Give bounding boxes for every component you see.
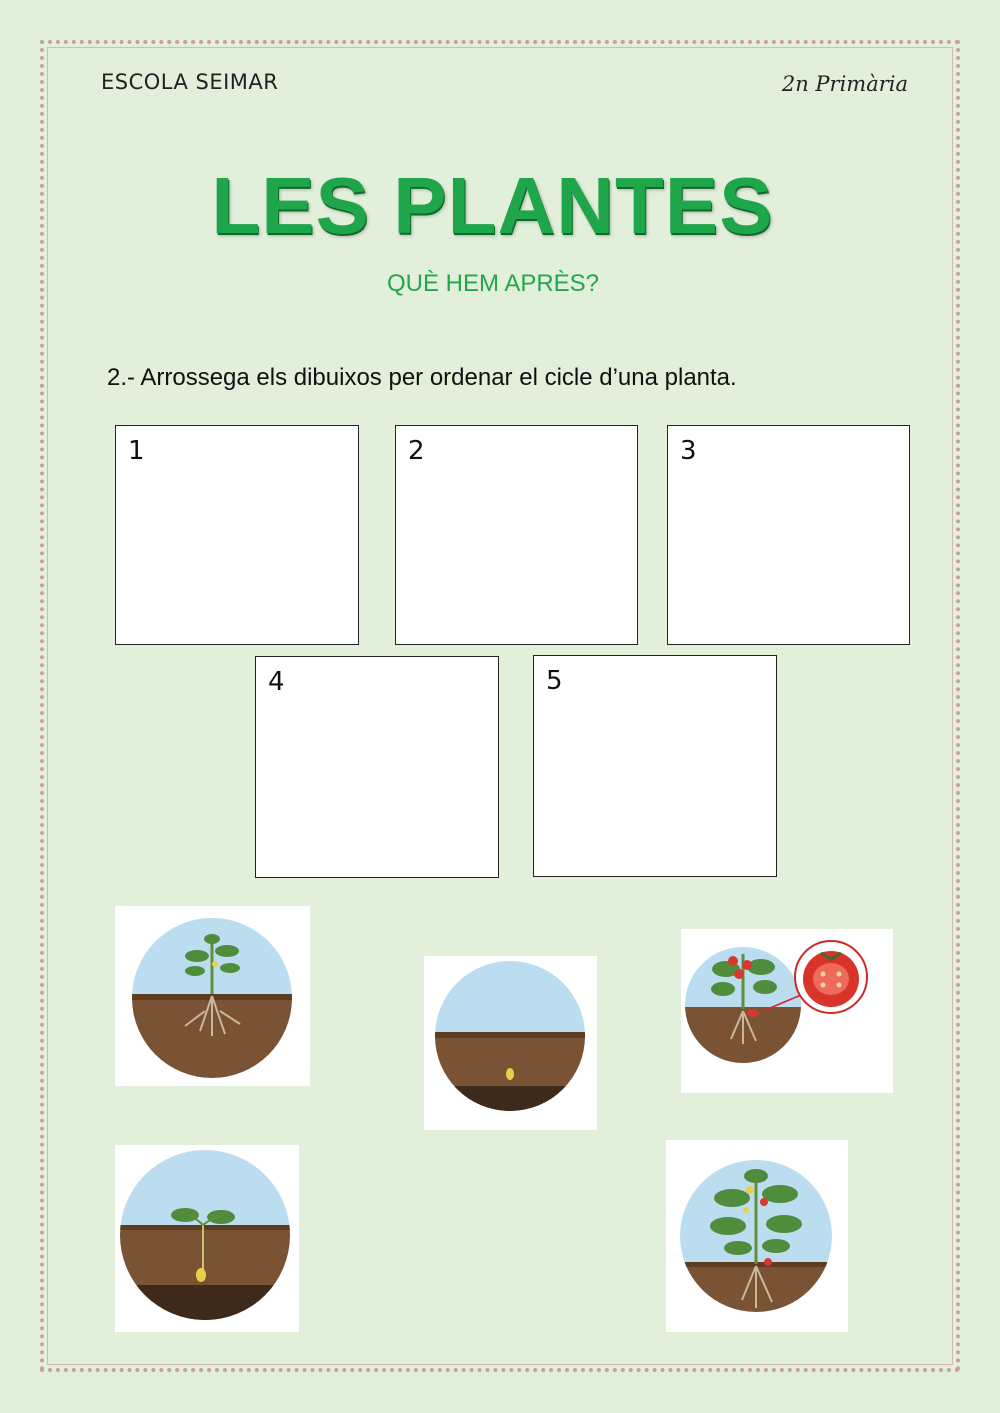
drop-slot-3[interactable]: [667, 425, 910, 645]
instruction-text: 2.- Arrossega els dibuixos per ordenar el cicle d’una planta.: [107, 364, 737, 391]
flowering-plant-illustration: [666, 1140, 848, 1332]
young-plant-card[interactable]: [115, 906, 310, 1086]
seed-illustration: [424, 956, 597, 1130]
fruit-card[interactable]: [681, 929, 893, 1093]
flowering-plant-card[interactable]: [666, 1140, 848, 1332]
grade-label: 2n Primària: [781, 72, 908, 96]
sprout-card[interactable]: [115, 1145, 299, 1332]
seed-card[interactable]: [424, 956, 597, 1130]
slot-number: 4: [268, 667, 285, 697]
page-subtitle: QUÈ HEM APRÈS?: [386, 270, 600, 297]
drop-slot-1[interactable]: [115, 425, 359, 645]
page-title: LES PLANTES: [211, 161, 774, 250]
fruit-plant-illustration: [681, 929, 893, 1093]
young-plant-illustration: [115, 906, 310, 1086]
sprout-illustration: [115, 1145, 299, 1332]
slot-number: 3: [680, 436, 697, 466]
drop-slot-2[interactable]: [395, 425, 638, 645]
slot-number: 1: [128, 436, 145, 466]
drop-slot-4[interactable]: [255, 656, 499, 878]
drop-slot-5[interactable]: [533, 655, 777, 877]
slot-number: 2: [408, 436, 425, 466]
slot-number: 5: [546, 666, 563, 696]
school-name: ESCOLA SEIMAR: [101, 70, 279, 94]
